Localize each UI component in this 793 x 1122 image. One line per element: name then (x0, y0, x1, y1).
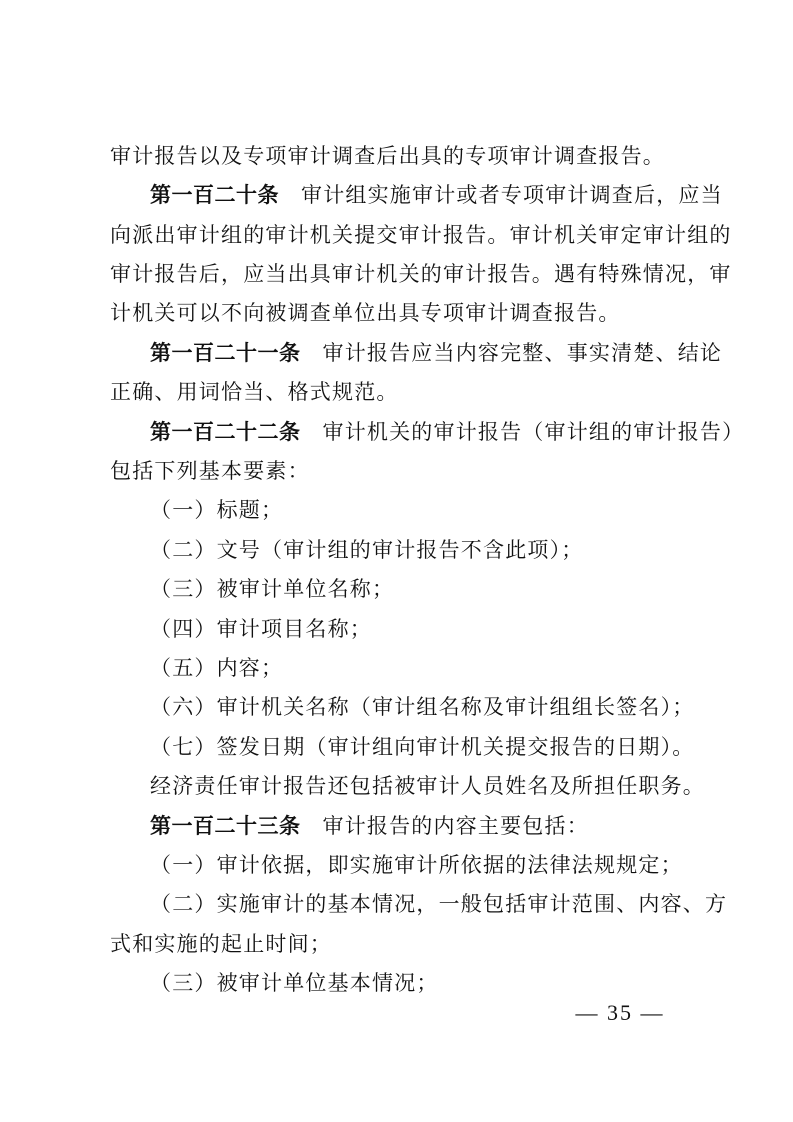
text-line: 审计报告以及专项审计调查后出具的专项审计调查报告。 (110, 144, 665, 168)
list-item: （三）被审计单位名称； (150, 577, 395, 601)
page-number: — 35 — (575, 1000, 665, 1025)
article-120-line (150, 180, 723, 210)
article-heading: 第一百二十三条 (150, 814, 301, 838)
list-item: （四）审计项目名称； (150, 617, 372, 641)
list-item: （五）内容； (150, 656, 284, 680)
article-heading: 第一百二十条 (150, 183, 279, 207)
text-line: 向派出审计组的审计机关提交审计报告。审计机关审定审计组的 (110, 223, 732, 247)
article-heading: 第一百二十二条 (150, 420, 301, 444)
list-item: （一）标题； (150, 498, 284, 522)
list-item: （二）实施审计的基本情况，一般包括审计范围、内容、方 (150, 892, 728, 916)
article-heading: 第一百二十一条 (150, 341, 301, 365)
article-text: 审计报告应当内容完整、事实清楚、结论 (322, 341, 723, 365)
text-line: 计机关可以不向被调查单位出具专项审计调查报告。 (110, 301, 621, 325)
text-line: 正确、用词恰当、格式规范。 (110, 380, 399, 404)
list-item: （二）文号（审计组的审计报告不含此项）； (150, 538, 584, 562)
text-line: 式和实施的起止时间； (110, 932, 332, 956)
list-item: （三）被审计单位基本情况； (150, 971, 439, 995)
list-item: （七）签发日期（审计组向审计机关提交报告的日期）。 (150, 735, 695, 759)
text-line: 包括下列基本要素： (110, 459, 310, 483)
article-text: 审计组实施审计或者专项审计调查后，应当 (301, 183, 723, 207)
article-121-line (150, 338, 723, 368)
article-123-line (150, 811, 690, 841)
article-122-line (150, 417, 745, 447)
list-item: （六）审计机关名称（审计组名称及审计组组长签名）； (150, 695, 695, 719)
article-text: 审计报告的内容主要包括： (322, 814, 589, 838)
text-line: 经济责任审计报告还包括被审计人员姓名及所担任职务。 (150, 774, 705, 798)
text-line: 审计报告后，应当出具审计机关的审计报告。遇有特殊情况，审 (110, 262, 732, 286)
article-text: 审计机关的审计报告（审计组的审计报告） (322, 420, 745, 444)
list-item: （一）审计依据，即实施审计所依据的法律法规规定； (150, 853, 683, 877)
